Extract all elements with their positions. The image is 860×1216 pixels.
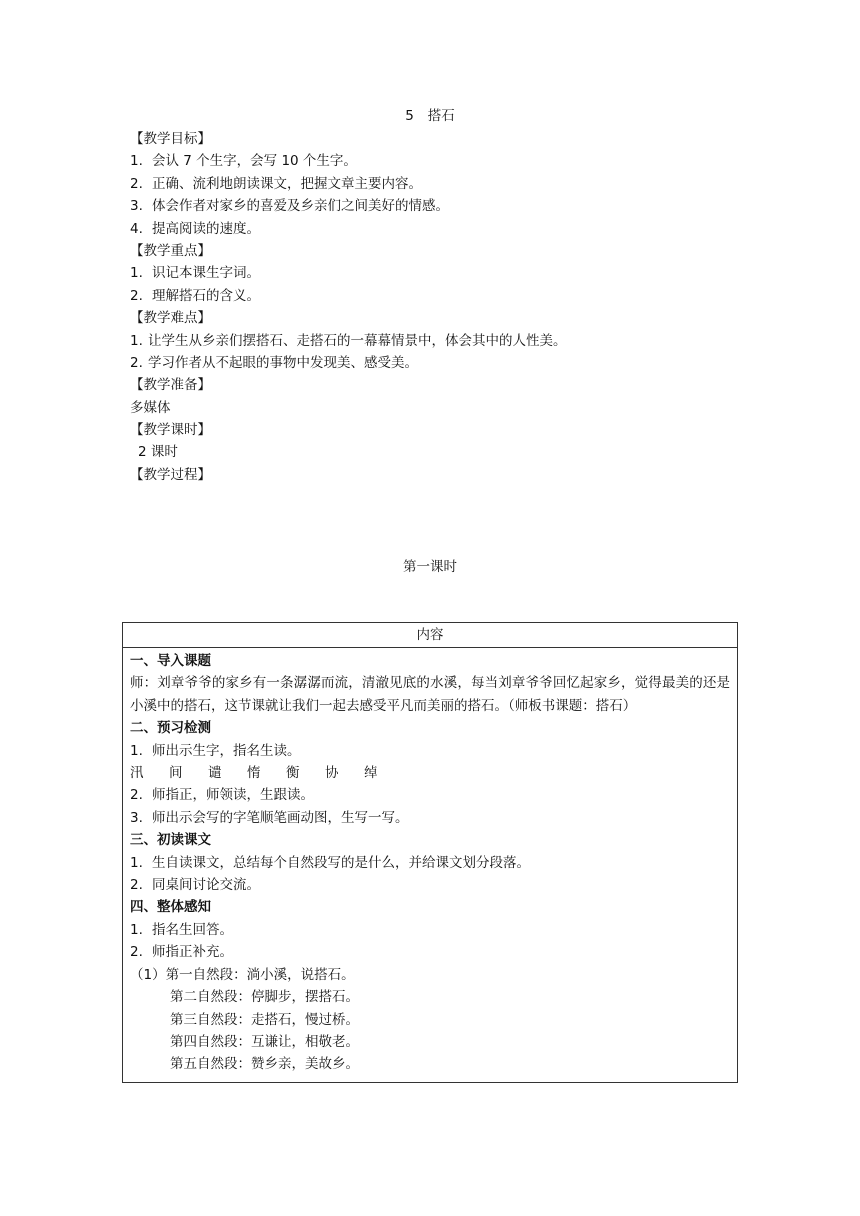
lesson-title xyxy=(0,106,860,126)
difficulty-item: 2. 学习作者从不起眼的事物中发现美、感受美。 xyxy=(130,354,418,371)
section-heading: 二、预习检测 xyxy=(130,720,211,737)
character: 汛 xyxy=(130,765,144,782)
lesson-overview xyxy=(130,128,750,486)
list-item: 1. 师出示生字，指名生读。 xyxy=(130,742,301,759)
keypoint-item: 2. 理解搭石的含义。 xyxy=(130,287,260,304)
hours-heading: 【教学课时】 xyxy=(130,422,211,439)
section-heading: 四、整体感知 xyxy=(130,899,211,916)
keypoint-item: 1. 识记本课生字词。 xyxy=(130,265,260,282)
list-item: 1. 指名生回答。 xyxy=(130,921,233,938)
list-item: 2. 同桌间讨论交流。 xyxy=(130,877,260,894)
character: 惰 xyxy=(247,765,261,782)
process-heading: 【教学过程】 xyxy=(130,466,211,483)
lesson-content-table xyxy=(122,622,738,1083)
character: 绰 xyxy=(364,765,378,782)
table-header: 内容 xyxy=(123,623,738,648)
character: 谴 xyxy=(208,765,222,782)
intro-paragraph: 师：刘章爷爷的家乡有一条潺潺而流，清澈见底的水溪，每当刘章爷爷回忆起家乡，觉得最美的还是小溪中的搭石，这节课就让我们一起去感受平凡而美丽的搭石。（师板书课题：搭石） xyxy=(130,675,730,714)
list-item: 3. 师出示会写的字笔顺笔画动图，生写一写。 xyxy=(130,809,409,826)
character: 衡 xyxy=(286,765,300,782)
preparation-text: 多媒体 xyxy=(130,399,171,416)
session-title: 第一课时 xyxy=(403,559,457,575)
list-item: 2. 师指正，师领读，生跟读。 xyxy=(130,787,314,804)
paragraph-summary: 第三自然段：走搭石，慢过桥。 xyxy=(170,1011,359,1028)
objective-item: 2. 正确、流利地朗读课文，把握文章主要内容。 xyxy=(130,175,422,192)
list-item: 1. 生自读课文，总结每个自然段写的是什么，并给课文划分段落。 xyxy=(130,854,530,871)
difficulty-item: 1. 让学生从乡亲们摆搭石、走搭石的一幕幕情景中，体会其中的人性美。 xyxy=(130,332,567,349)
list-item: 2. 师指正补充。 xyxy=(130,944,233,961)
section-heading: 三、初读课文 xyxy=(130,832,211,849)
keypoints-heading: 【教学重点】 xyxy=(130,242,211,259)
objectives-heading: 【教学目标】 xyxy=(130,131,211,147)
paragraph-summary: 第四自然段：互谦让，相敬老。 xyxy=(170,1033,359,1050)
paragraph-summary: 第二自然段：停脚步，摆搭石。 xyxy=(170,989,359,1006)
objective-item: 3. 体会作者对家乡的喜爱及乡亲们之间美好的情感。 xyxy=(130,198,449,215)
paragraph-summary: （1）第一自然段：淌小溪，说搭石。 xyxy=(130,966,355,983)
character: 间 xyxy=(169,765,183,782)
difficulties-heading: 【教学难点】 xyxy=(130,310,211,327)
lesson-title-text: 搭石 xyxy=(427,108,455,124)
preparation-heading: 【教学准备】 xyxy=(130,377,211,394)
hours-text: 2 课时 xyxy=(138,444,178,461)
table-body-cell xyxy=(123,648,738,1083)
section-heading: 一、导入课题 xyxy=(130,653,211,669)
paragraph-summary: 第五自然段：赞乡亲，美故乡。 xyxy=(170,1056,359,1073)
objective-item: 1. 会认 7 个生字，会写 10 个生字。 xyxy=(130,153,357,170)
character: 协 xyxy=(325,765,339,782)
lesson-number: 5 xyxy=(405,108,414,124)
new-characters xyxy=(130,762,730,784)
objective-item: 4. 提高阅读的速度。 xyxy=(130,220,260,237)
